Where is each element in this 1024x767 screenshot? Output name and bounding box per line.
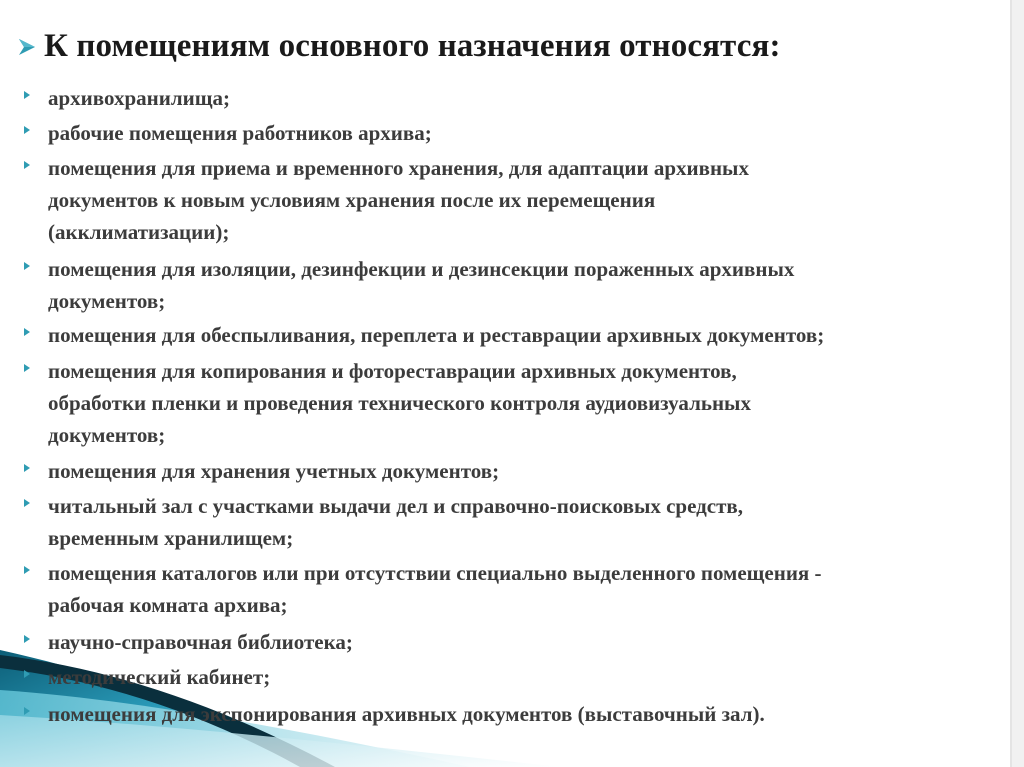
list-item-text: научно-справочная библиотека;	[48, 630, 353, 654]
list-item-text: методический кабинет;	[48, 665, 271, 689]
list-item-text: помещения для хранения учетных документов;	[48, 459, 500, 483]
triangle-bullet-icon	[24, 707, 30, 715]
triangle-bullet-icon	[24, 670, 30, 678]
triangle-bullet-icon	[24, 464, 30, 472]
triangle-bullet-icon	[24, 91, 30, 99]
list-item-text: помещения для обеспыливания, переплета и реставрации архивных документов;	[48, 323, 825, 347]
list-item-text: архивохранилища;	[48, 86, 230, 110]
list-item-text: помещения каталогов или при отсутствии специально выделенного помещения - рабочая комната архива;	[48, 561, 822, 617]
list-item-text: помещения для экспонирования архивных документов (выставочный зал).	[48, 702, 765, 726]
list-item-text: помещения для изоляции, дезинфекции и дезинсекции пораженных архивных документов;	[48, 257, 795, 313]
triangle-bullet-icon	[24, 364, 30, 372]
triangle-bullet-icon	[24, 126, 30, 134]
list-item-text: рабочие помещения работников архива;	[48, 121, 432, 145]
triangle-bullet-icon	[24, 635, 30, 643]
slide-title: К помещениям основного назначения относятся:	[44, 28, 781, 64]
triangle-bullet-icon	[24, 328, 30, 336]
list-item-text: помещения для копирования и фотореставрации архивных документов, обработки пленки и проведения технического контроля аудиовизуальных документов;	[48, 359, 751, 447]
list-item-text: помещения для приема и временного хранения, для адаптации архивных документов к новым условиям хранения после их перемещения (акклиматизации);	[48, 156, 749, 244]
triangle-bullet-icon	[24, 566, 30, 574]
triangle-bullet-icon	[24, 262, 30, 270]
list-item-text: читальный зал с участками выдачи дел и справочно-поисковых средств, временным хранилищем;	[48, 494, 743, 550]
triangle-bullet-icon	[24, 499, 30, 507]
triangle-bullet-icon	[24, 161, 30, 169]
